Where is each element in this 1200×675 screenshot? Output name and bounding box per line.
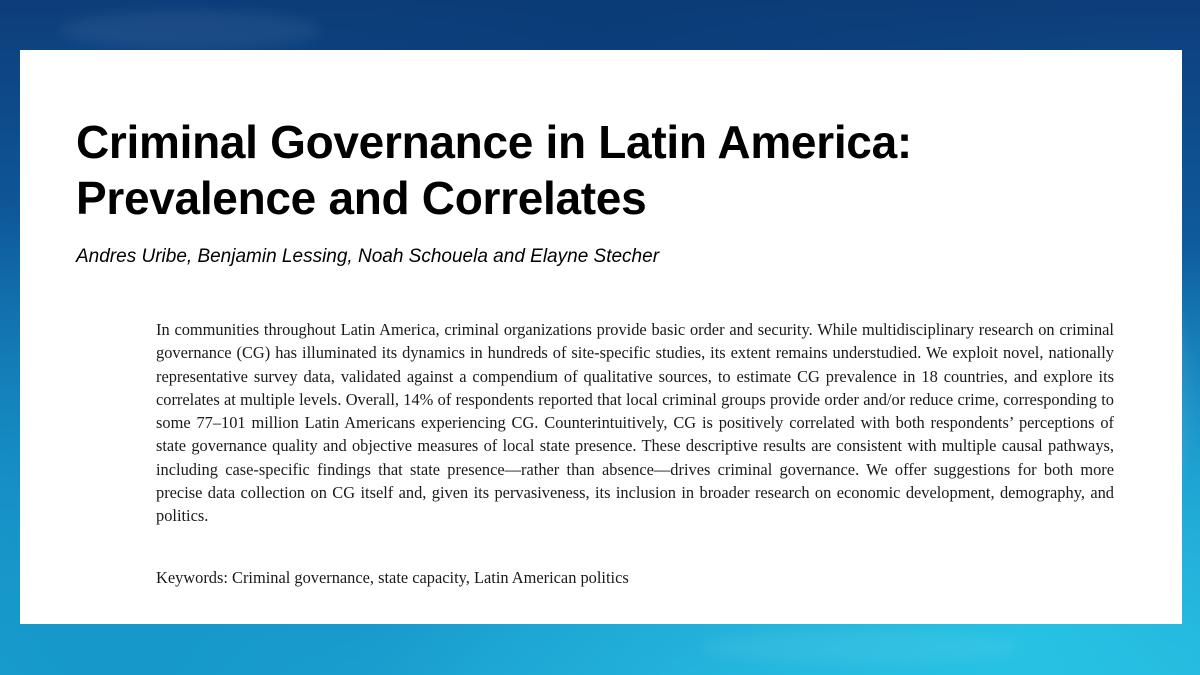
paper-title: [76, 114, 1136, 226]
author-list: Andres Uribe, Benjamin Lessing, Noah Schouela and Elayne Stecher: [76, 246, 660, 267]
title-line-2: Prevalence and Correlates: [76, 172, 647, 224]
abstract-text: In communities throughout Latin America, criminal organizations provide basic order and security. While multidisciplinary research on criminal governance (CG) has illuminated its dynamics in hundreds of site-specific studies, its extent remains understudied. We exploit novel, nationally representative survey data, validated against a compendium of qualitative sources, to estimate CG prevalence in 18 countries, and explore its correlates at multiple levels. Overall, 14% of respondents reported that local criminal groups provide order and/or reduce crime, corresponding to some 77–101 million Latin Americans experiencing CG. Counterintuitively, CG is positively correlated with both respondents’ perceptions of state governance quality and objective measures of local state presence. These descriptive results are consistent with multiple causal pathways, including case-specific findings that state presence—rather than absence—drives criminal governance. We offer suggestions for both more precise data collection on CG itself and, given its pervasiveness, its inclusion in broader research on economic development, demography, and politics.: [156, 320, 1114, 526]
water-ripple: [60, 10, 320, 50]
paper-card: [20, 50, 1182, 624]
title-line-1: Criminal Governance in Latin America:: [76, 116, 912, 168]
water-ripple: [700, 630, 1020, 664]
keywords-line: Keywords: Criminal governance, state capacity, Latin American politics: [156, 568, 629, 587]
